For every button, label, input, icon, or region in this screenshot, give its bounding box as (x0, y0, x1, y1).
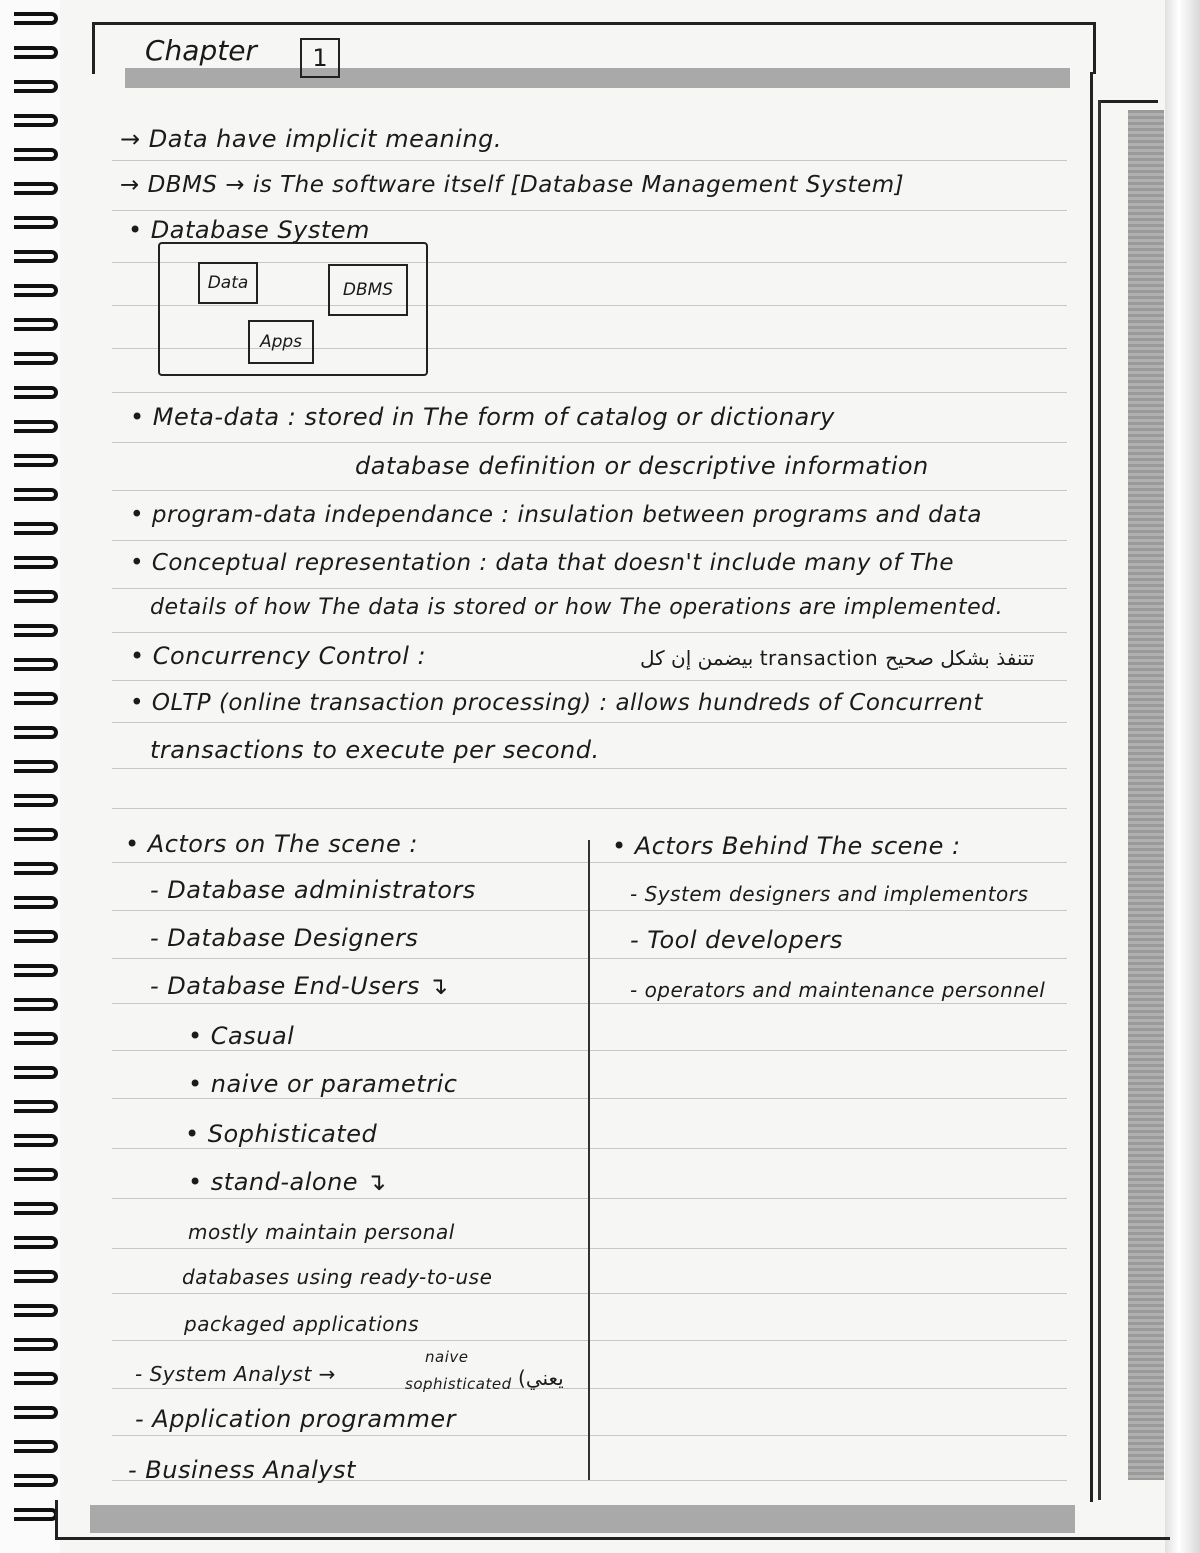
ruled-line (112, 540, 1067, 541)
ruled-line (112, 210, 1067, 211)
actors-on-heading: • Actors on The scene : (125, 830, 418, 858)
spiral-ring (14, 420, 58, 433)
note-line-1: → Data have implicit meaning. (120, 125, 503, 153)
spiral-ring (14, 46, 58, 59)
note-concurrency-arabic: بيضمن إن كل transaction تتنفذ بشكل صحيح (640, 646, 1035, 670)
spiral-ring (14, 182, 58, 195)
spiral-ring (14, 1134, 58, 1147)
end-user-type: • Sophisticated (185, 1120, 378, 1148)
ruled-line (112, 680, 1067, 681)
spiral-ring (14, 386, 58, 399)
frame-right-line-2 (1098, 100, 1101, 1500)
system-analyst-sophisticated: sophisticated (405, 1375, 512, 1393)
spiral-binding (0, 0, 60, 1553)
actors-behind-heading: • Actors Behind The scene : (612, 832, 961, 860)
spiral-ring (14, 454, 58, 467)
note-line-3: • Database System (128, 216, 370, 244)
spiral-ring (14, 658, 58, 671)
actors-behind-item: - operators and maintenance personnel (630, 978, 1046, 1002)
header-band (125, 68, 1070, 88)
spiral-ring (14, 80, 58, 93)
spiral-ring (14, 1032, 58, 1045)
note-conceptual-cont: details of how The data is stored or how The operations are implemented. (150, 595, 1004, 620)
end-user-type: • naive or parametric (188, 1070, 458, 1098)
note-oltp: • OLTP (online transaction processing) : allows hundreds of Concurrent (130, 690, 983, 716)
actors-behind-item: - System designers and implementors (630, 882, 1029, 906)
page-edge (1165, 0, 1200, 1553)
chapter-title: Chapter (145, 34, 257, 67)
spiral-ring (14, 216, 58, 229)
standalone-note: databases using ready-to-use (182, 1265, 493, 1289)
spiral-ring (14, 114, 58, 127)
chapter-number: 1 (300, 38, 340, 78)
spiral-ring (14, 726, 58, 739)
note-meta-data-cont: database definition or descriptive information (355, 452, 929, 480)
spiral-ring (14, 556, 58, 569)
standalone-note: mostly maintain personal (188, 1220, 455, 1244)
ruled-line (112, 392, 1067, 393)
ruled-line (112, 588, 1067, 589)
note-concurrency: • Concurrency Control : (130, 642, 427, 670)
note-oltp-cont: transactions to execute per second. (150, 736, 600, 764)
frame-right-line (1090, 72, 1093, 1502)
actors-on-item: - Database Designers (150, 924, 419, 952)
note-line-2: → DBMS → is The software itself [Database Management System] (120, 172, 905, 198)
actors-on-more: - Application programmer (135, 1405, 456, 1433)
actors-on-more: - Business Analyst (128, 1456, 356, 1484)
spiral-ring (14, 488, 58, 501)
spiral-ring (14, 590, 58, 603)
ruled-line (112, 808, 1067, 809)
spiral-ring (14, 1066, 58, 1079)
spiral-ring (14, 692, 58, 705)
end-user-type: • stand-alone ↴ (188, 1168, 387, 1196)
spiral-ring (14, 12, 58, 25)
footer-band (90, 1505, 1075, 1533)
spiral-ring (14, 862, 58, 875)
spiral-ring (14, 1474, 58, 1487)
page-edge-shadow (1128, 110, 1164, 1480)
note-meta-data: • Meta-data : stored in The form of catalog or dictionary (130, 403, 835, 431)
column-divider (588, 840, 590, 1480)
spiral-ring (14, 318, 58, 331)
standalone-note: packaged applications (184, 1312, 420, 1336)
spiral-ring (14, 760, 58, 773)
system-analyst-arabic: (يعني (518, 1366, 564, 1390)
spiral-ring (14, 284, 58, 297)
ruled-line (112, 160, 1067, 161)
spiral-ring (14, 148, 58, 161)
actors-on-item: - Database administrators (150, 876, 476, 904)
ruled-line (112, 768, 1067, 769)
note-conceptual: • Conceptual representation : data that doesn't include many of The (130, 550, 955, 576)
ruled-line (112, 490, 1067, 491)
diagram-box-dbms: DBMS (328, 264, 408, 316)
spiral-ring (14, 250, 58, 263)
ruled-line (112, 442, 1067, 443)
spiral-ring (14, 964, 58, 977)
spiral-ring (14, 1508, 58, 1521)
spiral-ring (14, 896, 58, 909)
spiral-ring (14, 998, 58, 1011)
frame-right-tab (1098, 100, 1158, 103)
ruled-line (112, 722, 1067, 723)
spiral-ring (14, 522, 58, 535)
spiral-ring (14, 1406, 58, 1419)
spiral-ring (14, 1270, 58, 1283)
actors-behind-item: - Tool developers (630, 926, 843, 954)
spiral-ring (14, 794, 58, 807)
spiral-ring (14, 930, 58, 943)
diagram-box-data: Data (198, 262, 258, 304)
diagram-box-apps: Apps (248, 320, 314, 364)
spiral-ring (14, 1100, 58, 1113)
spiral-ring (14, 1338, 58, 1351)
spiral-ring (14, 1304, 58, 1317)
spiral-ring (14, 1372, 58, 1385)
actors-on-item: - Database End-Users ↴ (150, 972, 449, 1000)
spiral-ring (14, 1168, 58, 1181)
spiral-ring (14, 828, 58, 841)
system-analyst-naive: naive (425, 1348, 469, 1366)
spiral-ring (14, 624, 58, 637)
note-program-data: • program-data independance : insulation between programs and data (130, 502, 982, 528)
spiral-ring (14, 1202, 58, 1215)
system-analyst: - System Analyst → (135, 1362, 336, 1386)
spiral-ring (14, 1440, 58, 1453)
spiral-ring (14, 352, 58, 365)
end-user-type: • Casual (188, 1022, 295, 1050)
ruled-line (112, 632, 1067, 633)
spiral-ring (14, 1236, 58, 1249)
